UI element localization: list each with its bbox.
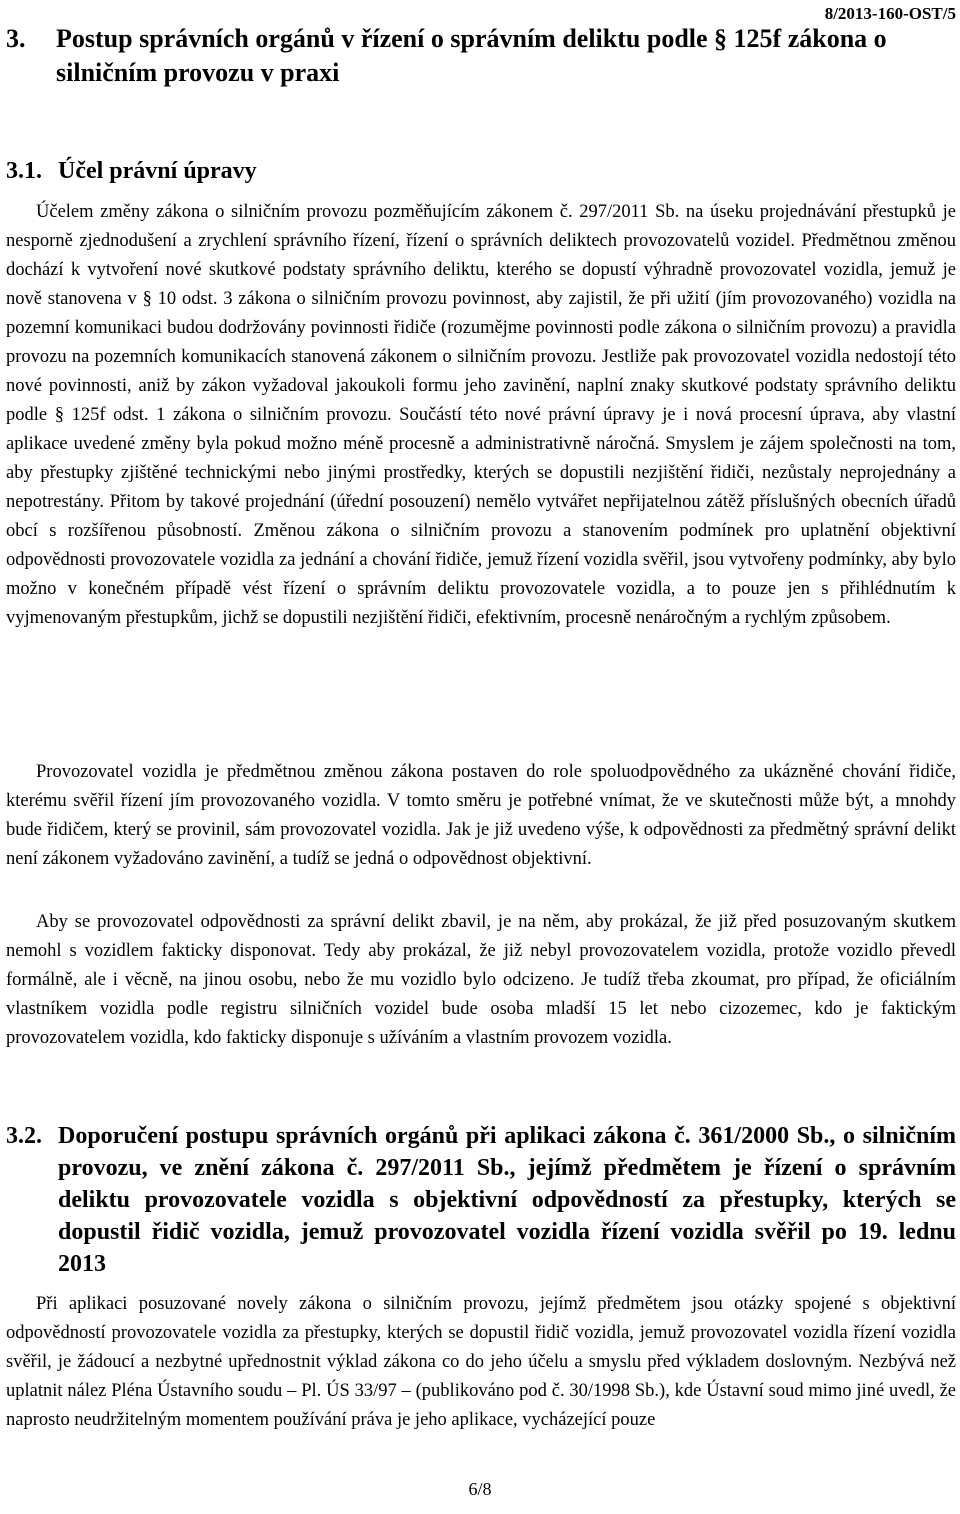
- section-3-1-heading: [6, 155, 257, 187]
- section-3-heading: [6, 22, 956, 90]
- paragraph-text: Účelem změny zákona o silničním provozu pozměňujícím zákonem č. 297/2011 Sb. na úseku projednávání přestupků je nesporně zjednodušení a zrychlení správního řízení, řízení o správních deliktech provozovatelů vozidel. Předmětnou změnou dochází k vytvoření nové skutkové podstaty správního deliktu, kterého se dopustí výhradně provozovatel vozidla, jemuž je nově stanovena v § 10 odst. 3 zákona o silničním provozu povinnost, aby zajistil, že při užití (jím provozovaného) vozidla na pozemní komunikaci budou dodržovány povinnosti řidiče (rozumějme povinnosti podle zákona o silničním provozu) a pravidla provozu na pozemních komunikacích stanovená zákonem o silničním provozu. Jestliže pak provozovatel vozidla nedostojí této nové povinnosti, aniž by zákon vyžadoval jakoukoli formu jeho zavinění, naplní znaky skutkové podstaty správního deliktu podle § 125f odst. 1 zákona o silničním provozu. Součástí této nové právní úpravy je i nová procesní úprava, aby vlastní aplikace uvedené změny byla pokud možno méně procesně a administrativně náročná. Smyslem je zájem společnosti na tom, aby přestupky zjištěné technickými nebo jinými prostředky, kterých se dopustili nezjištění řidiči, nezůstaly neprojednány a nepotrestány. Přitom by takové projednání (úřední posouzení) nemělo vytvářet nepřijatelnou zátěž příslušných obecních úřadů obcí s rozšířenou působností. Změnou zákona o silničním provozu a stanovením podmínek pro uplatnění objektivní odpovědnosti provozovatele vozidla za jednání a chování řidiče, jemuž řízení vozidla svěřil, jsou vytvořeny podmínky, aby bylo možno v konečném případě vést řízení o správním deliktu provozovatele vozidla, a to pouze jen s přihlédnutím k vyjmenovaným přestupkům, jichž se dopustili nezjištění řidiči, efektivním, procesně nenáročným a rychlým způsobem.: [6, 202, 956, 628]
- section-3-1-paragraph-3: [6, 908, 956, 1053]
- paragraph-text: Při aplikaci posuzované novely zákona o silničním provozu, jejímž předmětem jsou otázky spojené s objektivní odpovědností provozovatele vozidla za přestupky, kterých se dopustil řidič vozidla, jemuž provozovatel vozidla řízení vozidla svěřil, je žádoucí a nezbytné upřednostnit výklad zákona co do jeho účelu a smyslu před výkladem doslovným. Nezbývá než uplatnit nález Pléna Ústavního soudu – Pl. ÚS 33/97 – (publikováno pod č. 30/1998 Sb.), kde Ústavní soud mimo jiné uvedl, že naprosto neudržitelným momentem používání práva je jeho aplikace, vycházející pouze: [6, 1294, 956, 1430]
- section-3-2-paragraph-1: [6, 1290, 956, 1435]
- section-3-1-number: 3.1.: [6, 158, 42, 184]
- section-3-1-title: Účel právní úpravy: [58, 158, 257, 184]
- section-3-title: Postup správních orgánů v řízení o správním deliktu podle § 125f zákona o silničním provozu v praxi: [56, 24, 887, 87]
- paragraph-text: Aby se provozovatel odpovědnosti za správní delikt zbavil, je na něm, aby prokázal, že již před posuzovaným skutkem nemohl s vozidlem fakticky disponovat. Tedy aby prokázal, že již nebyl provozovatelem vozidla, protože vozidlo převedl formálně, ale i věcně, na jinou osobu, nebo že mu vozidlo bylo odcizeno. Je tudíž třeba zkoumat, pro případ, že oficiálním vlastníkem vozidla podle registru silničních vozidel bude osoba mladší 15 let nebo cizozemec, kdo je faktickým provozovatelem vozidla, kdo fakticky disponuje s užíváním a vlastním provozem vozidla.: [6, 912, 956, 1048]
- section-3-2-heading: [6, 1120, 956, 1280]
- paragraph-text: Provozovatel vozidla je předmětnou změnou zákona postaven do role spoluodpovědného za ukázněné chování řidiče, kterému svěřil řízení jím provozovaného vozidla. V tomto směru je potřebné vnímat, že ve skutečnosti může být, a mnohdy bude řidičem, který se provinil, sám provozovatel vozidla. Jak je již uvedeno výše, k odpovědnosti za předmětný správní delikt není zákonem vyžadováno zavinění, a tudíž se jedná o odpovědnost objektivní.: [6, 762, 956, 869]
- section-3-1-paragraph-1: [6, 198, 956, 633]
- page-number: 6/8: [468, 1479, 492, 1499]
- section-3-2-number: 3.2.: [6, 1123, 42, 1149]
- section-3-1-paragraph-2: [6, 758, 956, 874]
- section-3-2-title: Doporučení postupu správních orgánů při aplikaci zákona č. 361/2000 Sb., o silničním provozu, ve znění zákona č. 297/2011 Sb., jejímž předmětem je řízení o správním deliktu provozovatele vozidla s objektivní odpovědností za přestupky, kterých se dopustil řidič vozidla, jemuž provozovatel vozidla řízení vozidla svěřil po 19. lednu 2013: [58, 1123, 956, 1277]
- document-reference: 8/2013-160-OST/5: [824, 4, 956, 23]
- section-3-number: 3.: [6, 24, 26, 53]
